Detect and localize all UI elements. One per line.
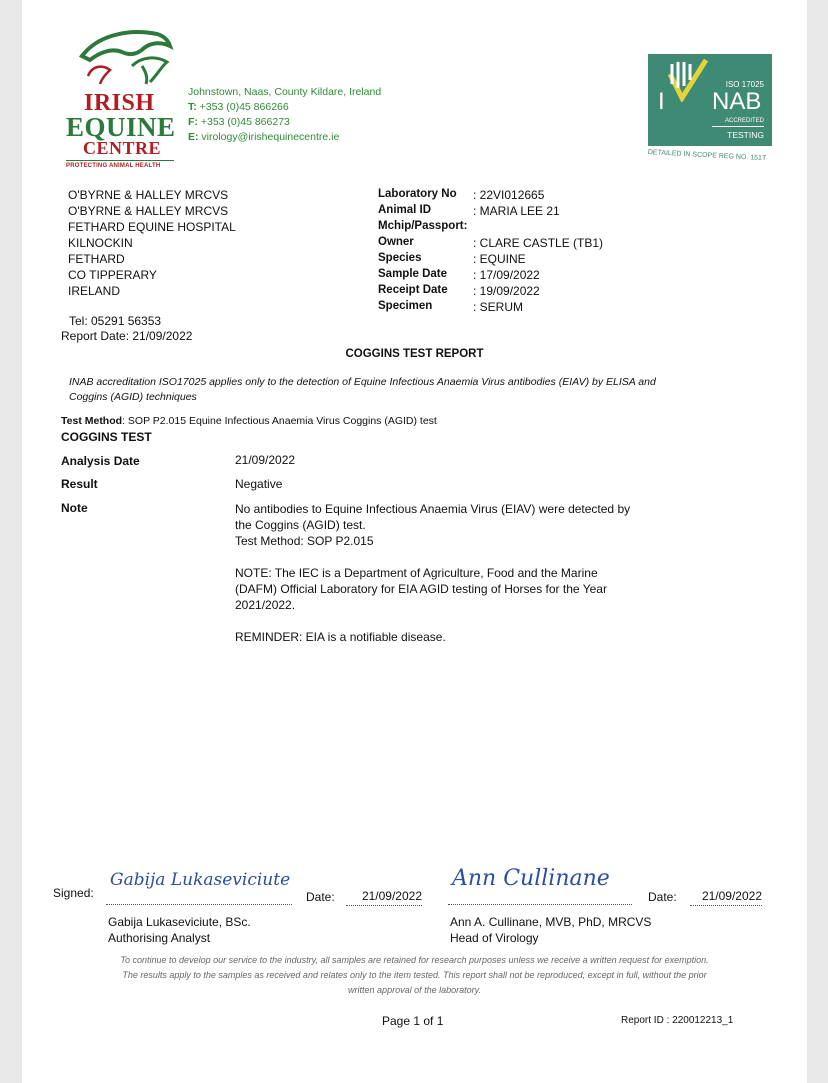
note-label: Note bbox=[61, 501, 88, 515]
lab-label: Owner bbox=[378, 236, 414, 248]
logo-line-equine: EQUINE bbox=[66, 112, 176, 142]
lab-label: Species bbox=[378, 252, 422, 264]
analysis-date-label: Analysis Date bbox=[61, 454, 140, 468]
report-id: Report ID : 220012213_1 bbox=[621, 1015, 734, 1026]
lab-label: Animal ID bbox=[378, 204, 432, 216]
logo-divider bbox=[66, 160, 174, 161]
page-number: Page 1 of 1 bbox=[382, 1014, 444, 1028]
fax-label: F: bbox=[188, 116, 198, 128]
accreditation-note-line: Coggins (AGID) techniques bbox=[69, 391, 197, 403]
inab-badge bbox=[647, 54, 772, 163]
client-line: KILNOCKIN bbox=[68, 236, 133, 250]
note-block bbox=[235, 501, 630, 645]
signature-1-line bbox=[106, 866, 292, 905]
analysis-date-value: 21/09/2022 bbox=[235, 453, 296, 467]
horse-logo-icon bbox=[72, 26, 182, 88]
contact-address: Johnstown, Naas, County Kildare, Ireland bbox=[188, 86, 382, 98]
client-line: O'BYRNE & HALLEY MRCVS bbox=[68, 188, 229, 202]
signer-1 bbox=[108, 914, 251, 946]
date-1-value: 21/09/2022 bbox=[346, 889, 422, 906]
lab-label: Receipt Date bbox=[378, 284, 448, 296]
result-value: Negative bbox=[235, 477, 283, 491]
footer-disclaimer-line: The results apply to the samples as received and relates only to the item tested. This report shall not be reproduced, except in full, without the prior bbox=[122, 970, 707, 980]
note-line: NOTE: The IEC is a Department of Agriculture, Food and the Marine bbox=[235, 566, 598, 580]
email-label: E: bbox=[188, 131, 199, 143]
signature-2: Ann Cullinane bbox=[452, 866, 610, 891]
logo-line-centre: CENTRE bbox=[83, 138, 162, 158]
inab-brand-nab: NAB bbox=[712, 88, 762, 115]
note-line: Test Method: SOP P2.015 bbox=[235, 534, 374, 548]
footer-disclaimer bbox=[82, 953, 747, 998]
test-method bbox=[61, 415, 437, 427]
lab-label: Mchip/Passport: bbox=[378, 220, 468, 232]
client-tel: Tel: 05291 56353 bbox=[69, 314, 162, 328]
lab-value: : MARIA LEE 21 bbox=[473, 204, 560, 218]
client-line: IRELAND bbox=[68, 284, 121, 298]
accreditation-note bbox=[69, 375, 656, 405]
contact-block bbox=[188, 85, 381, 145]
note-line: 2021/2022. bbox=[235, 598, 296, 612]
signer-1-name: Gabija Lukaseviciute, BSc. bbox=[108, 915, 251, 929]
lab-details bbox=[378, 188, 638, 316]
inab-accredited: ACCREDITED bbox=[724, 118, 764, 124]
contact-email[interactable]: virology@irishequinecentre.ie bbox=[201, 131, 340, 143]
lab-value: : 22VI012665 bbox=[473, 188, 545, 202]
report-page bbox=[22, 0, 807, 1083]
inab-brand-i: I bbox=[658, 88, 665, 115]
test-method-value: : SOP P2.015 Equine Infectious Anaemia Virus Coggins (AGID) test bbox=[122, 415, 437, 427]
lab-value: : EQUINE bbox=[473, 252, 526, 266]
footer-disclaimer-line: To continue to develop our service to the industry, all samples are retained for research purposes unless we receive a written request for exemption. bbox=[120, 955, 709, 965]
note-line: the Coggins (AGID) test. bbox=[235, 518, 366, 532]
logo-tagline: PROTECTING ANIMAL HEALTH bbox=[66, 163, 161, 169]
signer-2-role: Head of Virology bbox=[450, 931, 539, 945]
lab-label: Specimen bbox=[378, 300, 433, 312]
inab-iso: ISO 17025 bbox=[725, 80, 764, 89]
signer-2 bbox=[450, 914, 651, 946]
date-2-label: Date: bbox=[648, 890, 677, 904]
signer-2-name: Ann A. Cullinane, MVB, PhD, MRCVS bbox=[450, 915, 652, 929]
signer-1-role: Authorising Analyst bbox=[108, 931, 211, 945]
client-line: FETHARD EQUINE HOSPITAL bbox=[68, 220, 236, 234]
note-line: (DAFM) Official Laboratory for EIA AGID testing of Horses for the Year bbox=[235, 582, 607, 596]
client-line: CO TIPPERARY bbox=[68, 268, 157, 282]
lab-value: : 19/09/2022 bbox=[473, 284, 540, 298]
date-1-label: Date: bbox=[306, 890, 335, 904]
tel-label: T: bbox=[188, 101, 197, 113]
client-line: O'BYRNE & HALLEY MRCVS bbox=[68, 204, 229, 218]
signed-label: Signed: bbox=[53, 886, 94, 900]
report-title: COGGINS TEST REPORT bbox=[345, 348, 484, 360]
client-line: FETHARD bbox=[68, 252, 125, 266]
lab-label: Sample Date bbox=[378, 268, 448, 280]
irish-equine-centre-logo bbox=[66, 26, 178, 176]
inab-scope: DETAILED IN SCOPE REG NO. 151T bbox=[647, 149, 767, 163]
contact-fax: +353 (0)45 866273 bbox=[200, 116, 290, 128]
footer-disclaimer-line: written approval of the laboratory. bbox=[348, 985, 481, 995]
test-method-label: Test Method bbox=[61, 415, 123, 427]
client-address bbox=[68, 187, 236, 299]
inab-divider bbox=[712, 126, 764, 127]
signature-1: Gabija Lukaseviciute bbox=[110, 870, 291, 890]
contact-tel: +353 (0)45 866266 bbox=[199, 101, 289, 113]
note-line: REMINDER: EIA is a notifiable disease. bbox=[235, 630, 446, 644]
accreditation-note-line: INAB accreditation ISO17025 applies only to the detection of Equine Infectious Anaemia Virus antibodies (EIAV) by ELISA and bbox=[69, 376, 656, 388]
result-label: Result bbox=[61, 477, 98, 491]
signature-2-line bbox=[448, 862, 632, 905]
inab-panel bbox=[648, 54, 772, 146]
logo-line-irish: IRISH bbox=[84, 90, 155, 116]
note-line: No antibodies to Equine Infectious Anaemia Virus (EIAV) were detected by bbox=[235, 502, 631, 516]
section-title: COGGINS TEST bbox=[61, 430, 152, 444]
inab-testing: TESTING bbox=[727, 130, 764, 140]
date-2-value: 21/09/2022 bbox=[690, 889, 762, 906]
lab-value: : CLARE CASTLE (TB1) bbox=[473, 236, 604, 250]
lab-label: Laboratory No bbox=[378, 188, 457, 200]
lab-value: : SERUM bbox=[473, 300, 524, 314]
inab-check-icon bbox=[666, 58, 710, 102]
report-date: Report Date: 21/09/2022 bbox=[61, 329, 193, 343]
lab-value: : 17/09/2022 bbox=[473, 268, 540, 282]
